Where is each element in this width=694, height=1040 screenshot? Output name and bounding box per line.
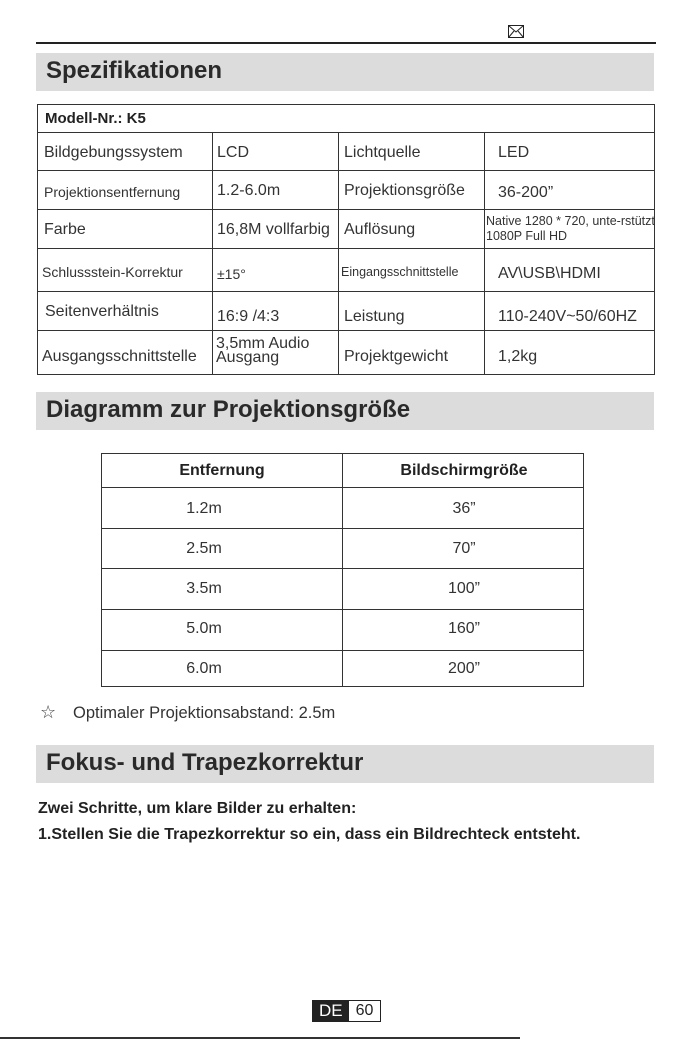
spec-value: 110-240V~50/60HZ: [498, 308, 637, 325]
spec-value: 1.2-6.0m: [217, 182, 281, 199]
spec-value: 3,5mm Audio Ausgang: [216, 335, 310, 366]
row-divider: [38, 209, 654, 210]
focus-intro: Zwei Schritte, um klare Bilder zu erhalten:: [38, 800, 357, 817]
row-divider: [102, 609, 583, 610]
row-divider: [38, 330, 654, 331]
spec-label: Farbe: [44, 221, 86, 238]
row-divider: [102, 487, 583, 488]
spec-value: 16,8M vollfarbig: [217, 221, 330, 238]
spec-value: 1,2kg: [498, 348, 538, 365]
spec-value: ±15°: [217, 266, 246, 282]
spec-label: Schlussstein-Korrektur: [42, 264, 183, 280]
size-cell: 36”: [452, 500, 476, 517]
size-cell: 200”: [447, 660, 481, 677]
distance-cell: 1.2m: [186, 500, 222, 517]
spec-label: Seitenverhältnis: [45, 303, 159, 320]
section-spezifikationen: [36, 53, 654, 91]
header-entfernung: Entfernung: [179, 462, 265, 479]
row-divider: [102, 650, 583, 651]
header-bildschirmgroesse: Bildschirmgröße: [400, 462, 528, 479]
spec-value: LED: [498, 144, 530, 161]
row-divider: [38, 170, 654, 171]
section-projektionsgroesse: [36, 392, 654, 430]
spec-label: Lichtquelle: [344, 144, 421, 161]
top-divider: [36, 42, 656, 44]
spec-value: LCD: [217, 144, 250, 161]
spec-label: Auflösung: [344, 221, 416, 238]
section-title: Diagramm zur Projektionsgröße: [46, 396, 411, 423]
spec-value: 16:9 /4:3: [217, 308, 280, 325]
focus-step-1: 1.Stellen Sie die Trapezkorrektur so ein, dass ein Bildrechteck entsteht.: [38, 826, 581, 843]
spec-label: Projektgewicht: [344, 348, 449, 365]
spec-label: Eingangsschnittstelle: [341, 265, 459, 279]
distance-cell: 2.5m: [186, 540, 222, 557]
size-cell: 100”: [447, 580, 481, 597]
spec-label: Bildgebungssystem: [44, 144, 183, 161]
star-outline-icon: ☆: [40, 702, 57, 723]
bottom-divider: [0, 1037, 520, 1039]
section-fokus-trapezkorrektur: [36, 745, 654, 783]
column-divider: [342, 454, 343, 686]
projection-size-table: [101, 453, 584, 687]
page-badge: [312, 1000, 381, 1022]
language-code: DE: [313, 1001, 349, 1021]
row-divider: [38, 291, 654, 292]
distance-cell: 6.0m: [186, 660, 222, 677]
page-number: 60: [349, 1001, 381, 1021]
distance-cell: 5.0m: [186, 620, 222, 637]
spec-value: AV\USB\HDMI: [498, 265, 601, 282]
section-title: Spezifikationen: [46, 57, 223, 84]
envelope-icon: [508, 25, 524, 38]
size-cell: 70”: [452, 540, 476, 557]
optimal-distance-note: Optimaler Projektionsabstand: 2.5m: [73, 704, 336, 722]
row-divider: [38, 248, 654, 249]
spec-label: Projektionsgröße: [344, 182, 465, 199]
spec-value: Native 1280 * 720, unte-rstützt 1080P Full HD: [486, 214, 655, 243]
spec-label: Projektionsentfernung: [44, 184, 181, 200]
row-divider: [102, 528, 583, 529]
section-title: Fokus- und Trapezkorrektur: [46, 749, 364, 776]
spec-table: [37, 104, 655, 375]
spec-label: Ausgangsschnittstelle: [42, 348, 197, 365]
spec-label: Leistung: [344, 308, 405, 325]
size-cell: 160”: [447, 620, 481, 637]
row-divider: [102, 568, 583, 569]
distance-cell: 3.5m: [186, 580, 222, 597]
spec-value: 36-200”: [498, 184, 554, 201]
model-row: [38, 105, 654, 133]
model-number: Modell-Nr.: K5: [45, 110, 146, 127]
